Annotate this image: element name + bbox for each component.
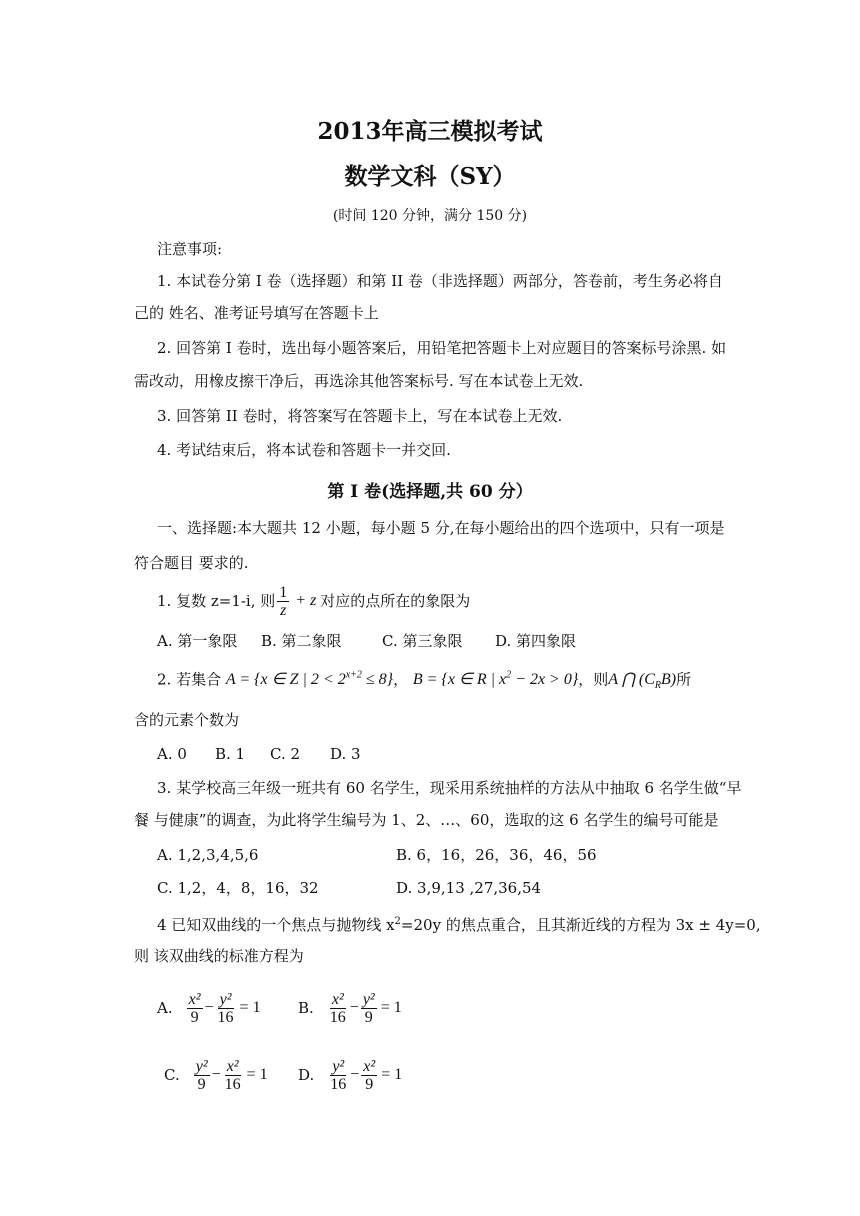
equation-rhs: = 1 bbox=[246, 1066, 268, 1083]
notes-line: 2. 回答第 I 卷时，选出每小题答案后，用铅笔把答题卡上对应题目的答案标号涂黑. 如 bbox=[157, 339, 727, 357]
notes-line: 己的 姓名、准考证号填写在答题卡上 bbox=[134, 304, 379, 322]
q4-option-label: A. bbox=[157, 999, 173, 1017]
q3-line2: 餐 与健康”的调查，为此将学生编号为 1、2、…、60，选取的这 6 名学生的编号可能是 bbox=[134, 811, 719, 829]
q2-prefix: 2. 若集合 bbox=[157, 670, 222, 689]
q4-option-label: C. bbox=[164, 1066, 180, 1084]
q3-option: A. 1,2,3,4,5,6 bbox=[157, 846, 259, 864]
q2-set-a: A = {x ∈ Z | $2 < 2^{x+2} \le 8$} bbox=[225, 670, 394, 689]
fraction: $\frac{\text{x²}}{16}$ bbox=[224, 1057, 241, 1093]
notes-heading: 注意事项: bbox=[157, 240, 223, 258]
equation-rhs: = 1 bbox=[381, 1066, 403, 1083]
q2-set-b: B = {x ∈ R | $x^2 - 2x > 0$} bbox=[412, 670, 579, 689]
q1-frac-num: 1 bbox=[279, 583, 288, 601]
exam-subtitle: 数学文科（SY） bbox=[344, 163, 516, 190]
notes-line: 3. 回答第 II 卷时，将答案写在答题卡上，写在本试卷上无效. bbox=[157, 407, 563, 425]
exam-title: 2013年高三模拟考试 bbox=[317, 118, 543, 145]
question-1 bbox=[157, 580, 470, 622]
fraction: $\frac{\text{x²}}{16}$ bbox=[329, 990, 346, 1026]
notes-line: 1. 本试卷分第 I 卷（选择题）和第 II 卷（非选择题）两部分，答卷前，考生务必将自 bbox=[157, 272, 723, 290]
q3-option: D. 3,9,13 ,27,36,54 bbox=[396, 879, 542, 897]
equation-rhs: = 1 bbox=[239, 999, 261, 1016]
q4-option-label: D. bbox=[298, 1066, 315, 1084]
q1-frac-den: z bbox=[280, 601, 287, 619]
equation-rhs: = 1 bbox=[380, 999, 402, 1016]
section-title: 第 I 卷(选择题,共 60 分） bbox=[327, 482, 533, 502]
minus-sign: − bbox=[204, 999, 214, 1016]
q4-option-label: B. bbox=[298, 999, 314, 1017]
fraction: $\frac{\text{x²}}{9}$ bbox=[188, 990, 201, 1026]
section-intro: 一、选择题:本大题共 12 小题，每小题 5 分,在每小题给出的四个选项中，只有一项是 bbox=[157, 519, 725, 537]
section-intro: 符合题目 要求的. bbox=[134, 554, 249, 572]
notes-line: 4. 考试结束后，将本试卷和答题卡一并交回. bbox=[157, 441, 451, 459]
q2-option: D. 3 bbox=[330, 745, 361, 763]
question-2: 2. 若集合 A = {x ∈ Z | $2 < 2^{x+2} \le 8$}， B = {x ∈ R | $x^2 - 2x > 0$}，则A ⋂ $(C_RB)$所 bbox=[157, 670, 692, 692]
notes-line: 需改动，用橡皮擦干净后，再选涂其他答案标号. 写在本试卷上无效. bbox=[134, 372, 584, 390]
q4-option-d bbox=[298, 1052, 402, 1098]
q2-option: A. 0 bbox=[157, 745, 187, 763]
fraction: $\frac{\text{y²}}{9}$ bbox=[362, 990, 375, 1026]
minus-sign: − bbox=[350, 1066, 360, 1083]
q2-line2: 含的元素个数为 bbox=[134, 711, 240, 729]
q1-option: D. 第四象限 bbox=[495, 632, 577, 650]
minus-sign: − bbox=[211, 1066, 221, 1083]
q1-option: B. 第二象限 bbox=[261, 632, 342, 650]
q4-option-c bbox=[164, 1052, 268, 1098]
q1-option: C. 第三象限 bbox=[382, 632, 463, 650]
minus-sign: − bbox=[349, 999, 359, 1016]
question-3: 3. 某学校高三年级一班共有 60 名学生，现采用系统抽样的方法从中抽取 6 名学生做“早 bbox=[157, 779, 742, 797]
time-note: (时间 120 分钟，满分 150 分) bbox=[332, 208, 528, 224]
fraction: $\frac{\text{x²}}{9}$ bbox=[363, 1057, 376, 1093]
q3-option: B. 6，16，26，36，46，56 bbox=[396, 846, 597, 864]
q3-option: C. 1,2，4，8，16，32 bbox=[157, 879, 319, 897]
q1-option: A. 第一象限 bbox=[157, 632, 238, 650]
q1-suffix: 对应的点所在的象限为 bbox=[320, 592, 471, 610]
fraction: $\frac{\text{y²}}{16}$ bbox=[217, 990, 234, 1026]
fraction: $\frac{\text{y²}}{16}$ bbox=[330, 1057, 347, 1093]
q1-mid: + z bbox=[295, 592, 317, 609]
fraction: $\frac{\text{y²}}{9}$ bbox=[195, 1057, 208, 1093]
q2-option: B. 1 bbox=[215, 745, 246, 763]
q2-expression: A ⋂ $(C_RB)$ bbox=[608, 671, 677, 692]
question-4: 4 已知双曲线的一个焦点与抛物线 $x^2=20y$ 的焦点重合，且其渐近线的方程为 3x ± 4y=0, bbox=[157, 916, 761, 934]
q4-option-a bbox=[157, 985, 261, 1031]
q4-line2: 则 该双曲线的标准方程为 bbox=[134, 947, 304, 965]
q1-prefix: 1. 复数 z=1-i, 则 bbox=[157, 592, 276, 610]
q1-fraction bbox=[277, 584, 289, 619]
q2-option: C. 2 bbox=[270, 745, 301, 763]
q4-option-b bbox=[298, 985, 402, 1031]
